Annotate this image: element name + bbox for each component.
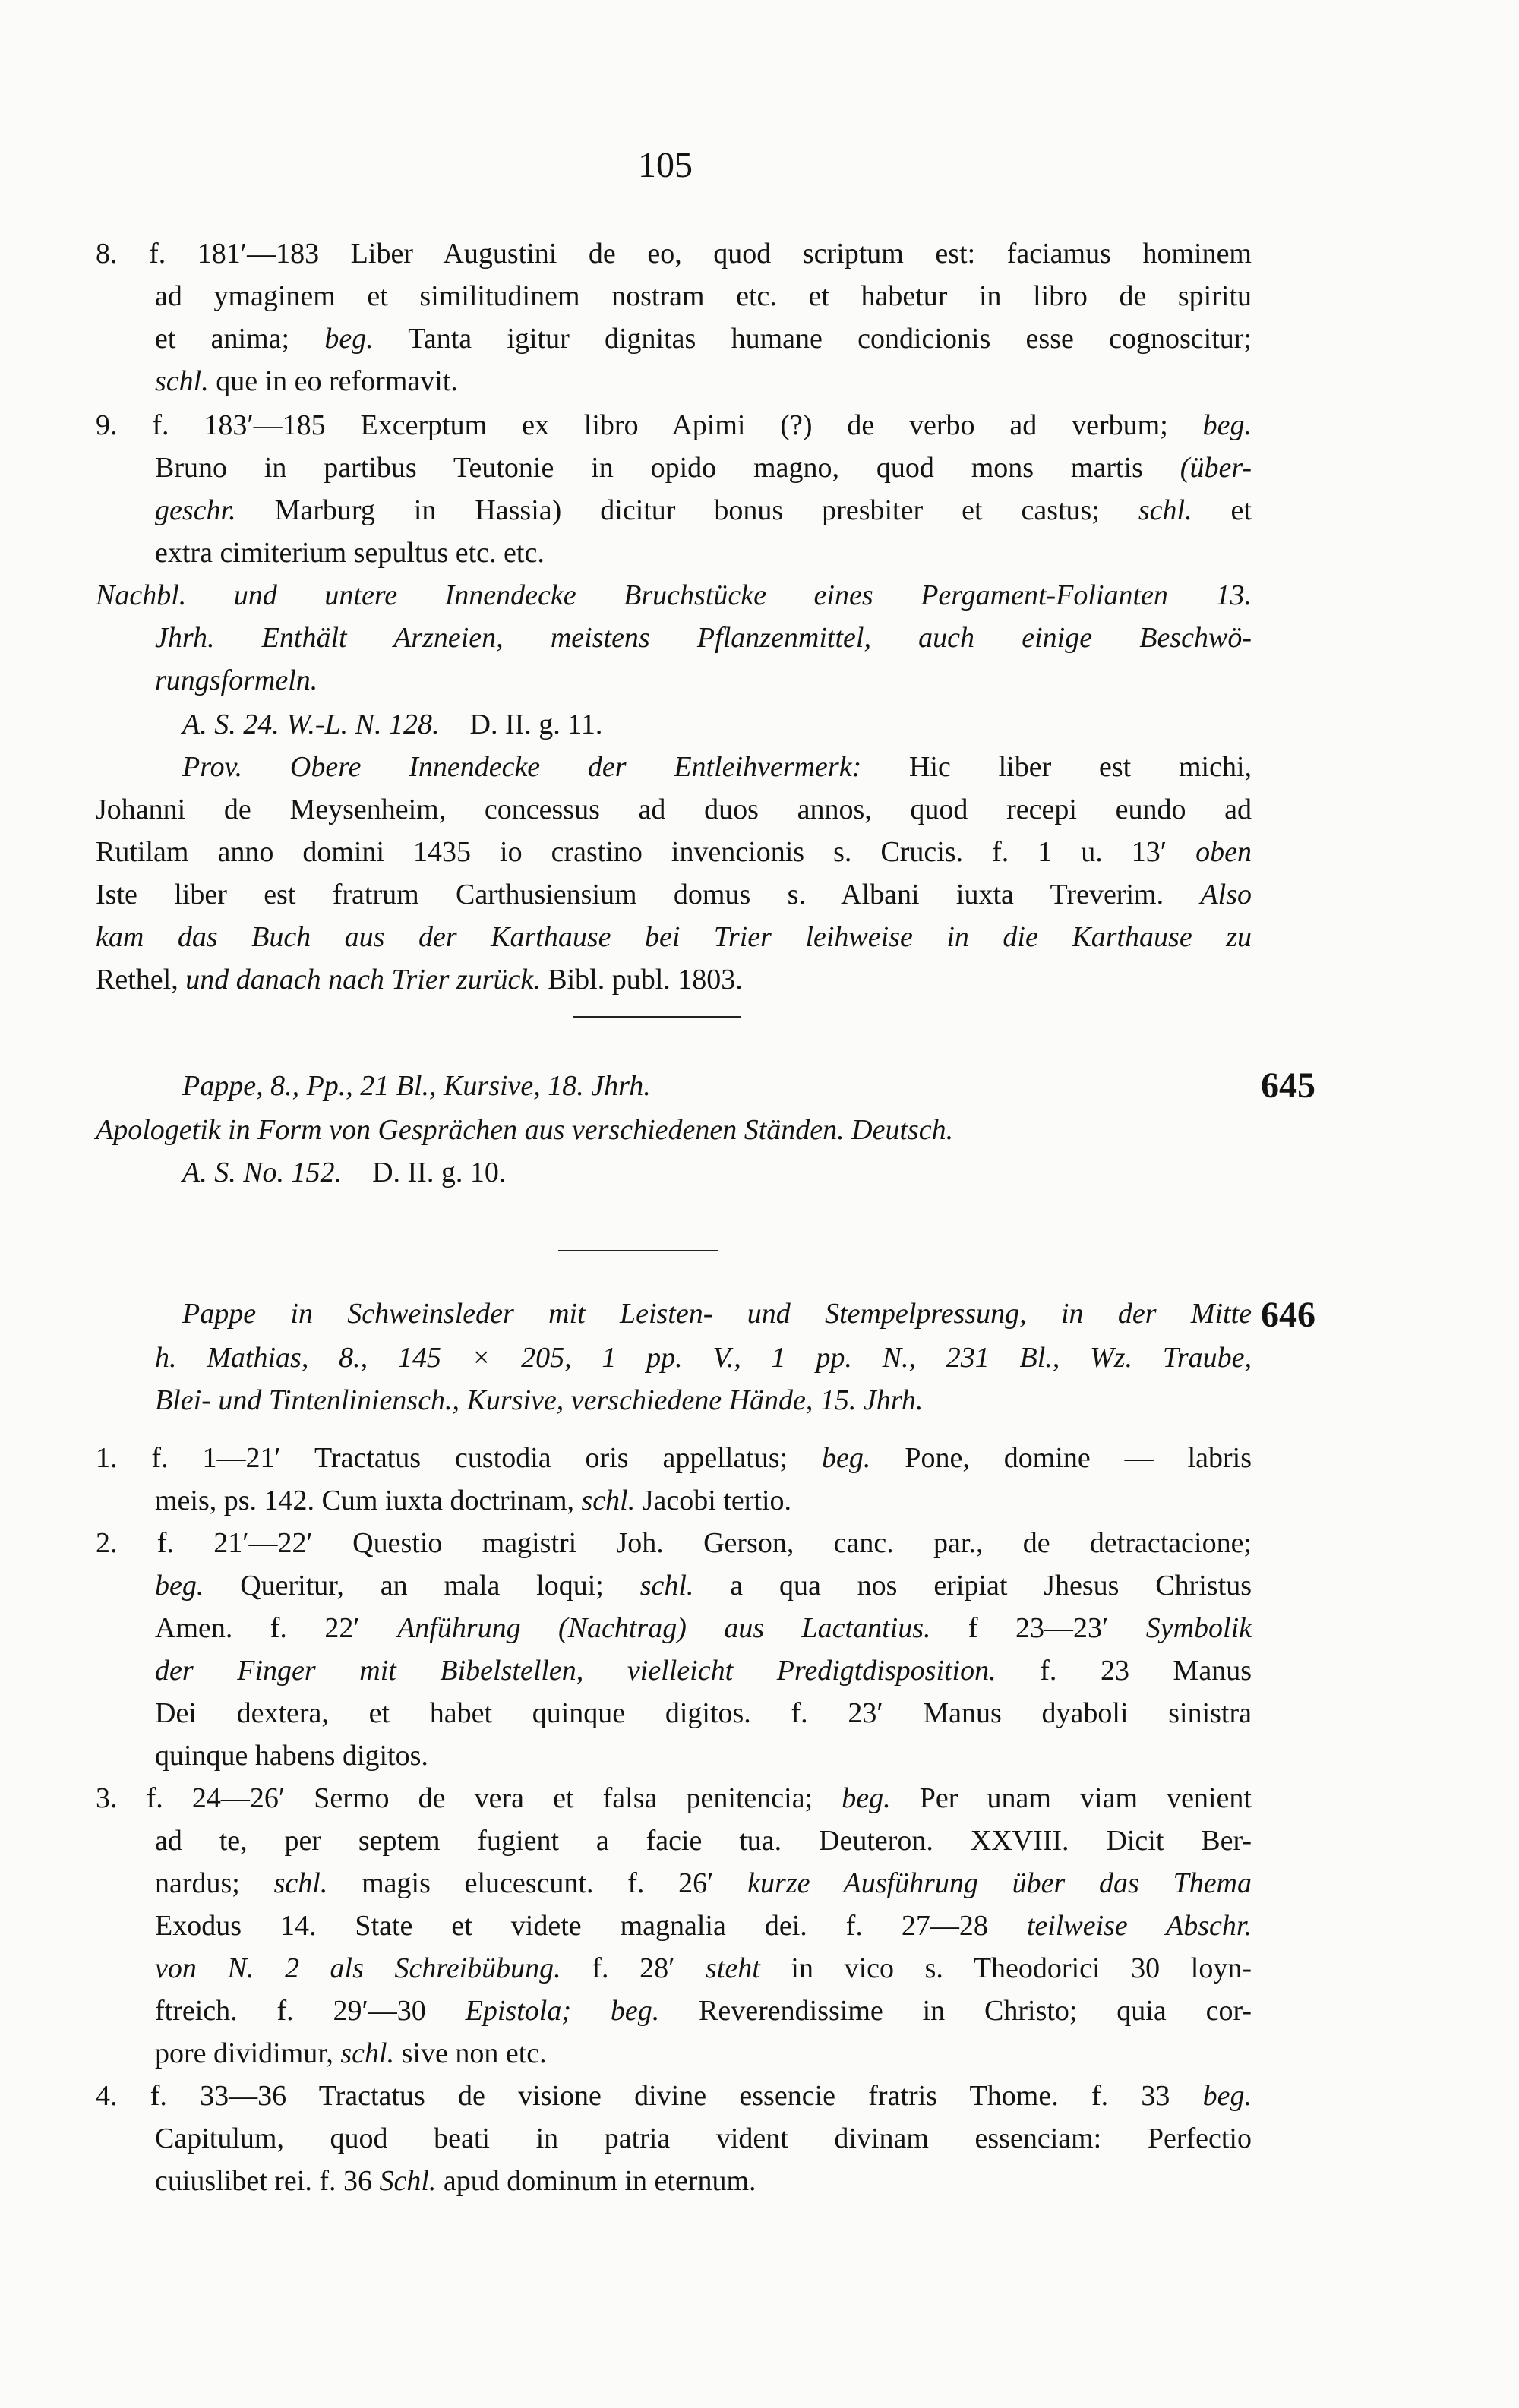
entry-646-number: 646 [1261, 1295, 1315, 1335]
text-line: ftreich. f. 29′—30 Epistola; beg. Reverendissime in Christo; quia cor- [155, 1995, 1252, 2027]
text-line: extra cimiterium sepultus etc. etc. [155, 537, 545, 569]
text-line: 9. f. 183′—185 Excerptum ex libro Apimi (?) de verbo ad verbum; beg. [96, 409, 1252, 441]
text-line: Capitulum, quod beati in patria vident divinam essenciam: Perfectio [155, 2122, 1252, 2154]
text-line: pore dividimur, schl. sive non etc. [155, 2037, 547, 2069]
section-divider [573, 1016, 741, 1018]
text-line: Prov. Obere Innendecke der Entleihvermerk: Hic liber est michi, [182, 751, 1252, 783]
text-line: quinque habens digitos. [155, 1740, 428, 1772]
text-line: Amen. f. 22′ Anführung (Nachtrag) aus Lactantius. f 23—23′ Symbolik [155, 1612, 1252, 1644]
section-divider [558, 1250, 718, 1251]
text-line: Rutilam anno domini 1435 io crastino invencionis s. Crucis. f. 1 u. 13′ oben [96, 836, 1252, 868]
text-line: von N. 2 als Schreibübung. f. 28′ steht in vico s. Theodorici 30 loyn- [155, 1952, 1252, 1984]
entry-646-description: Pappe in Schweinsleder mit Leisten- und Stempelpressung, in der Mitte [182, 1298, 1252, 1330]
text-line: Iste liber est fratrum Carthusiensium domus s. Albani iuxta Treverim. Also [96, 879, 1252, 910]
text-line: geschr. Marburg in Hassia) dicitur bonus presbiter et castus; schl. et [155, 494, 1252, 526]
text-line: 3. f. 24—26′ Sermo de vera et falsa penitencia; beg. Per unam viam venient [96, 1782, 1252, 1814]
text-line: 4. f. 33—36 Tractatus de visione divine essencie fratris Thome. f. 33 beg. [96, 2080, 1252, 2112]
text-line: A. S. 24. W.-L. N. 128. D. II. g. 11. [182, 709, 603, 740]
entry-645-signature: A. S. No. 152. D. II. g. 10. [182, 1157, 507, 1188]
text-line: Exodus 14. State et videte magnalia dei. f. 27—28 teilweise Abschr. [155, 1910, 1252, 1942]
text-line: meis, ps. 142. Cum iuxta doctrinam, schl. Jacobi tertio. [155, 1485, 792, 1516]
text-line: schl. que in eo reformavit. [155, 365, 458, 397]
entry-646-description: Blei- und Tintenliniensch., Kursive, verschiedene Hände, 15. Jhrh. [155, 1384, 924, 1416]
entry-645-number: 645 [1261, 1065, 1315, 1106]
entry-645-description: Pappe, 8., Pp., 21 Bl., Kursive, 18. Jhrh. [182, 1070, 651, 1102]
entry-646-description: h. Mathias, 8., 145 × 205, 1 pp. V., 1 pp. N., 231 Bl., Wz. Traube, [155, 1342, 1252, 1374]
text-line: et anima; beg. Tanta igitur dignitas humane condicionis esse cognoscitur; [155, 323, 1252, 355]
text-line: Jhrh. Enthält Arzneien, meistens Pflanzenmittel, auch einige Beschwö- [155, 622, 1252, 654]
page-number: 105 [638, 145, 693, 185]
text-line: 1. f. 1—21′ Tractatus custodia oris appellatus; beg. Pone, domine — labris [96, 1442, 1252, 1474]
text-line: nardus; schl. magis elucescunt. f. 26′ kurze Ausführung über das Thema [155, 1867, 1252, 1899]
text-line: kam das Buch aus der Karthause bei Trier leihweise in die Karthause zu [96, 921, 1252, 953]
text-line: 2. f. 21′—22′ Questio magistri Joh. Gerson, canc. par., de detractacione; [96, 1527, 1252, 1559]
text-line: cuiuslibet rei. f. 36 Schl. apud dominum in eternum. [155, 2165, 756, 2197]
text-line: ad te, per septem fugient a facie tua. Deuteron. XXVIII. Dicit Ber- [155, 1825, 1252, 1857]
text-line: beg. Queritur, an mala loqui; schl. a qua nos eripiat Jhesus Christus [155, 1570, 1252, 1602]
text-line: Dei dextera, et habet quinque digitos. f. 23′ Manus dyaboli sinistra [155, 1697, 1252, 1729]
text-line: Johanni de Meysenheim, concessus ad duos annos, quod recepi eundo ad [96, 794, 1252, 825]
entry-645-title: Apologetik in Form von Gesprächen aus verschiedenen Ständen. Deutsch. [96, 1114, 954, 1146]
text-line: 8. f. 181′—183 Liber Augustini de eo, quod scriptum est: faciamus hominem [96, 238, 1252, 270]
text-line: Bruno in partibus Teutonie in opido magno, quod mons martis (über- [155, 452, 1252, 484]
text-line: ad ymaginem et similitudinem nostram etc. et habetur in libro de spiritu [155, 280, 1252, 312]
text-line: Nachbl. und untere Innendecke Bruchstücke eines Pergament-Folianten 13. [96, 579, 1252, 611]
text-line: Rethel, und danach nach Trier zurück. Bibl. publ. 1803. [96, 964, 743, 996]
text-line: der Finger mit Bibelstellen, vielleicht Predigtdisposition. f. 23 Manus [155, 1655, 1252, 1687]
text-line: rungsformeln. [155, 664, 318, 696]
